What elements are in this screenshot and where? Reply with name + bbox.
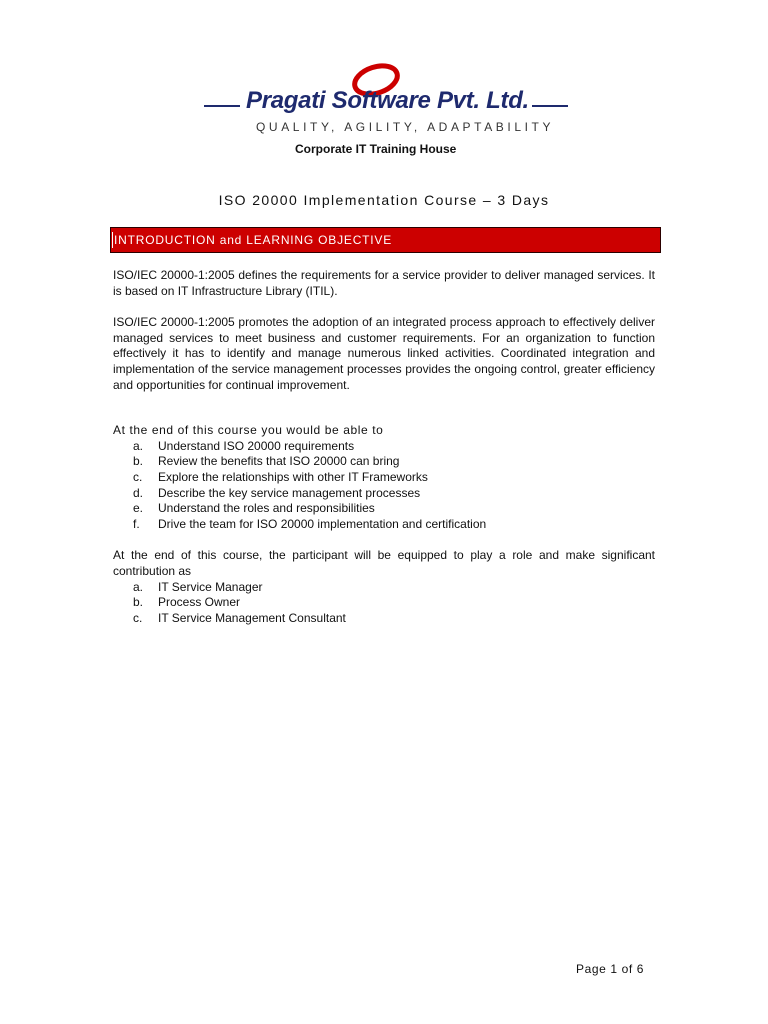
list-item: f. Drive the team for ISO 20000 implementation and certification	[133, 516, 487, 531]
document-body	[113, 268, 655, 642]
list-item: b. Review the benefits that ISO 20000 can bring	[133, 454, 400, 469]
company-tagline: QUALITY, AGILITY, ADAPTABILITY	[256, 120, 555, 134]
list-item: c. IT Service Management Consultant	[133, 610, 346, 625]
intro-paragraph: ISO/IEC 20000-1:2005 defines the requirements for a service provider to deliver managed services. It is based on IT Infrastructure Library (ITIL).	[113, 268, 655, 298]
section-heading: INTRODUCTION and LEARNING OBJECTIVE	[114, 233, 393, 247]
list-item: a. IT Service Manager	[133, 579, 263, 594]
text-cursor-icon	[112, 232, 113, 248]
roles-list	[113, 580, 655, 627]
list-item: b. Process Owner	[133, 595, 241, 610]
list-item: a. Understand ISO 20000 requirements	[133, 438, 355, 453]
section-heading-bar	[110, 227, 661, 253]
company-name: Pragati Software Pvt. Ltd.	[246, 87, 529, 114]
list-item: c. Explore the relationships with other IT Frameworks	[133, 469, 428, 484]
company-logo	[196, 62, 576, 162]
process-paragraph: ISO/IEC 20000-1:2005 promotes the adoption of an integrated process approach to effectively deliver managed services to meet business and customer requirements. For an organization to function effectively it has to identify and manage numerous linked activities. Coordinated integration and implementation of the service management processes provides the ongoing control, greater efficiency and opportunities for continual improvement.	[113, 315, 655, 392]
page-number: Page 1 of 6	[576, 962, 644, 976]
list-item: d. Describe the key service management processes	[133, 485, 421, 500]
outcomes-intro: At the end of this course you would be able to	[113, 423, 384, 438]
document-title: ISO 20000 Implementation Course – 3 Days	[218, 192, 550, 208]
roles-intro: At the end of this course, the participant will be equipped to play a role and make significant contribution as	[113, 548, 655, 578]
outcomes-list	[113, 439, 655, 533]
list-item: e. Understand the roles and responsibilities	[133, 501, 375, 516]
company-subtitle: Corporate IT Training House	[295, 142, 457, 156]
